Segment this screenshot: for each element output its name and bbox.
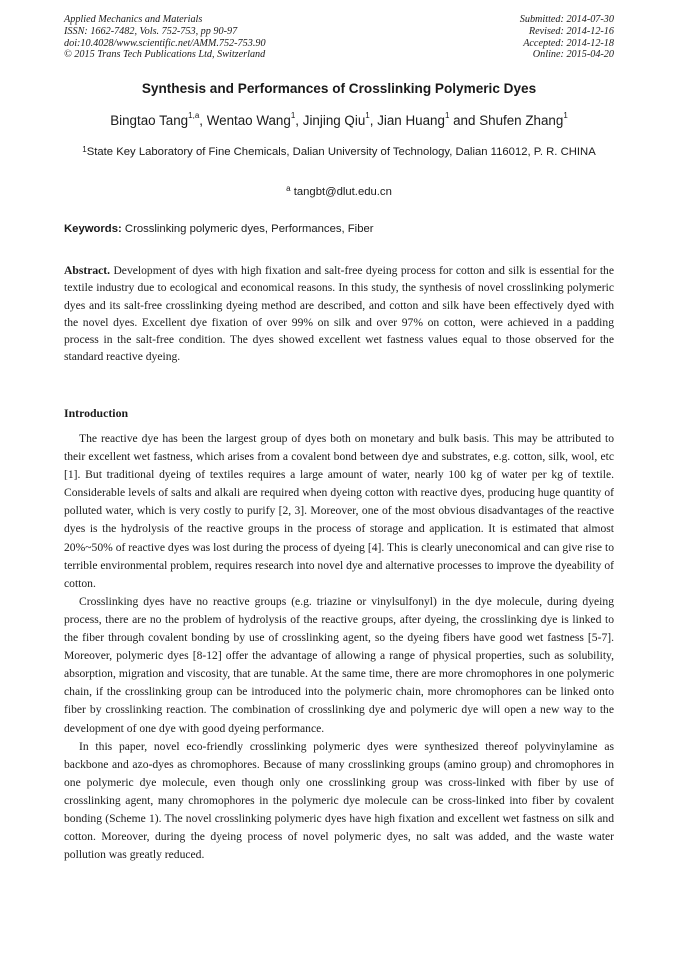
introduction-heading: Introduction xyxy=(64,406,129,420)
email-sup: a xyxy=(286,184,291,193)
body-paragraph: Crosslinking dyes have no reactive groups (e.g. triazine or vinylsulfonyl) in the dye molecule, during dyeing process, there are no the problem of hydrolysis of the reactive groups, after dyeing, the crosslinking dye is linked to the fiber through covalent bonding by use of crosslinking agent, so the dyeing fibers have good wet fastness [5-7]. Moreover, polymeric dyes [8-12] offer the advantage of allowing a range of physical properties, such as solubility, absorption, migration and viscosity, that are tunable. At the same time, there are more chromophores in one polymeric chain, if the crosslinking group can be introduced into the polymeric chain, more chromophores can be linked onto fiber by crosslinking reaction. The combination of crosslinking dye and polymeric dye will open a new way to the development of one dye with good dyeing performance. xyxy=(64,594,614,735)
body-paragraph: The reactive dye has been the largest group of dyes both on monetary and bulk basis. This may be attributed to their excellent wet fastness, which arises from a covalent bond between dye and substrates, e.g. cotton, silk, wool, etc [1]. But traditional dyeing of textiles requires a large amount of water, nearly 100 kg of water per kg of textile. Considerable levels of salts and alkali are required when dyeing cotton with reactive dyes, producing huge quantity of polluted water, which is very costly to purify [2, 3]. Moreover, one of the most obvious disadvantages of the reactive dyes is the hydrolysis of the reactive groups in the process of storage and application. It is estimated that almost 20%~50% of reactive dyes was lost during the process of dyeing [4]. This is clearly uneconomical and can give rise to terrible environmental problem, requires research into novel dye and alternative processes to improve the dyeability of cotton. xyxy=(64,432,614,590)
keywords xyxy=(64,223,614,235)
doi-line: doi:10.4028/www.scientific.net/AMM.752-753.90 xyxy=(64,37,266,49)
journal-info xyxy=(64,14,266,61)
abstract xyxy=(64,262,614,366)
abstract-text: Development of dyes with high fixation and salt-free dyeing process for cotton and silk is essential for the textile industry due to ecological and economical reasons. In this study, the synthesis of novel crosslinking polymeric dyes and its salt-free crosslinking dyeing method are described, and cotton and silk have been effectively dyed with the novel dyes. Excellent dye fixation of over 99% on silk and over 97% on cotton, were achieved in a padding process in the salt-free condition. The dyes showed excellent wet fastness values equal to those observed for the standard reactive dyeing. xyxy=(64,264,614,364)
author-sep: and xyxy=(449,113,480,128)
online-date: Online: 2015-04-20 xyxy=(532,49,614,61)
keywords-label: Keywords: xyxy=(64,223,122,235)
author-sep: , xyxy=(295,113,303,128)
submitted-date: Submitted: 2014-07-30 xyxy=(519,14,614,25)
author-sup: 1 xyxy=(444,111,450,120)
accepted-date: Accepted: 2014-12-18 xyxy=(523,37,614,49)
journal-name: Applied Mechanics and Materials xyxy=(64,14,203,25)
author-name: Jinjing Qiu xyxy=(302,113,366,128)
author-sup: 1,a xyxy=(188,111,200,120)
author-name: Bingtao Tang xyxy=(110,113,189,128)
author-sup: 1 xyxy=(563,111,568,120)
author-name: Wentao Wang xyxy=(206,113,291,128)
publication-dates xyxy=(520,14,614,61)
author-name: Shufen Zhang xyxy=(479,113,564,128)
author-sep: , xyxy=(199,113,207,128)
affiliation-text: State Key Laboratory of Fine Chemicals, Dalian University of Technology, Dalian 116012, P. R. CHINA xyxy=(86,146,596,158)
issn-line: ISSN: 1662-7482, Vols. 752-753, pp 90-97 xyxy=(64,25,238,37)
author-sup: 1 xyxy=(365,111,370,120)
affiliation xyxy=(64,143,614,161)
author-list xyxy=(0,113,678,128)
author-email xyxy=(0,186,678,198)
revised-date: Revised: 2014-12-16 xyxy=(528,25,614,37)
author-name: Jian Huang xyxy=(377,113,445,128)
body-paragraph: In this paper, novel eco-friendly crosslinking polymeric dyes were synthesized thereof polyvinylamine as backbone and azo-dyes as chromophores. Because of many crosslinking groups (amino group) and chromophores in one polymeric dye molecule, even though only one crosslinking group was cross-linked with fiber by use of crosslinking agent, many chromophores in the polymeric dye molecule can be cross-linked into fiber by covalent bonding (Scheme 1). The novel crosslinking polymeric dyes have high fixation and excellent wet fastness on silk and cotton. Moreover, during the dyeing process of novel polymeric dyes, no salt was added, and the waste water pollution was greatly reduced. xyxy=(64,739,614,862)
email-address: tangbt@dlut.edu.cn xyxy=(293,186,392,198)
paper-title: Synthesis and Performances of Crosslinking Polymeric Dyes xyxy=(141,81,537,96)
author-sep: , xyxy=(369,113,378,128)
keywords-text: Crosslinking polymeric dyes, Performances, Fiber xyxy=(124,223,374,235)
affiliation-sup: 1 xyxy=(82,145,87,154)
copyright-line: © 2015 Trans Tech Publications Ltd, Switzerland xyxy=(64,49,266,61)
introduction-body xyxy=(64,430,614,864)
abstract-label: Abstract. xyxy=(64,264,111,277)
author-sup: 1 xyxy=(290,111,296,120)
